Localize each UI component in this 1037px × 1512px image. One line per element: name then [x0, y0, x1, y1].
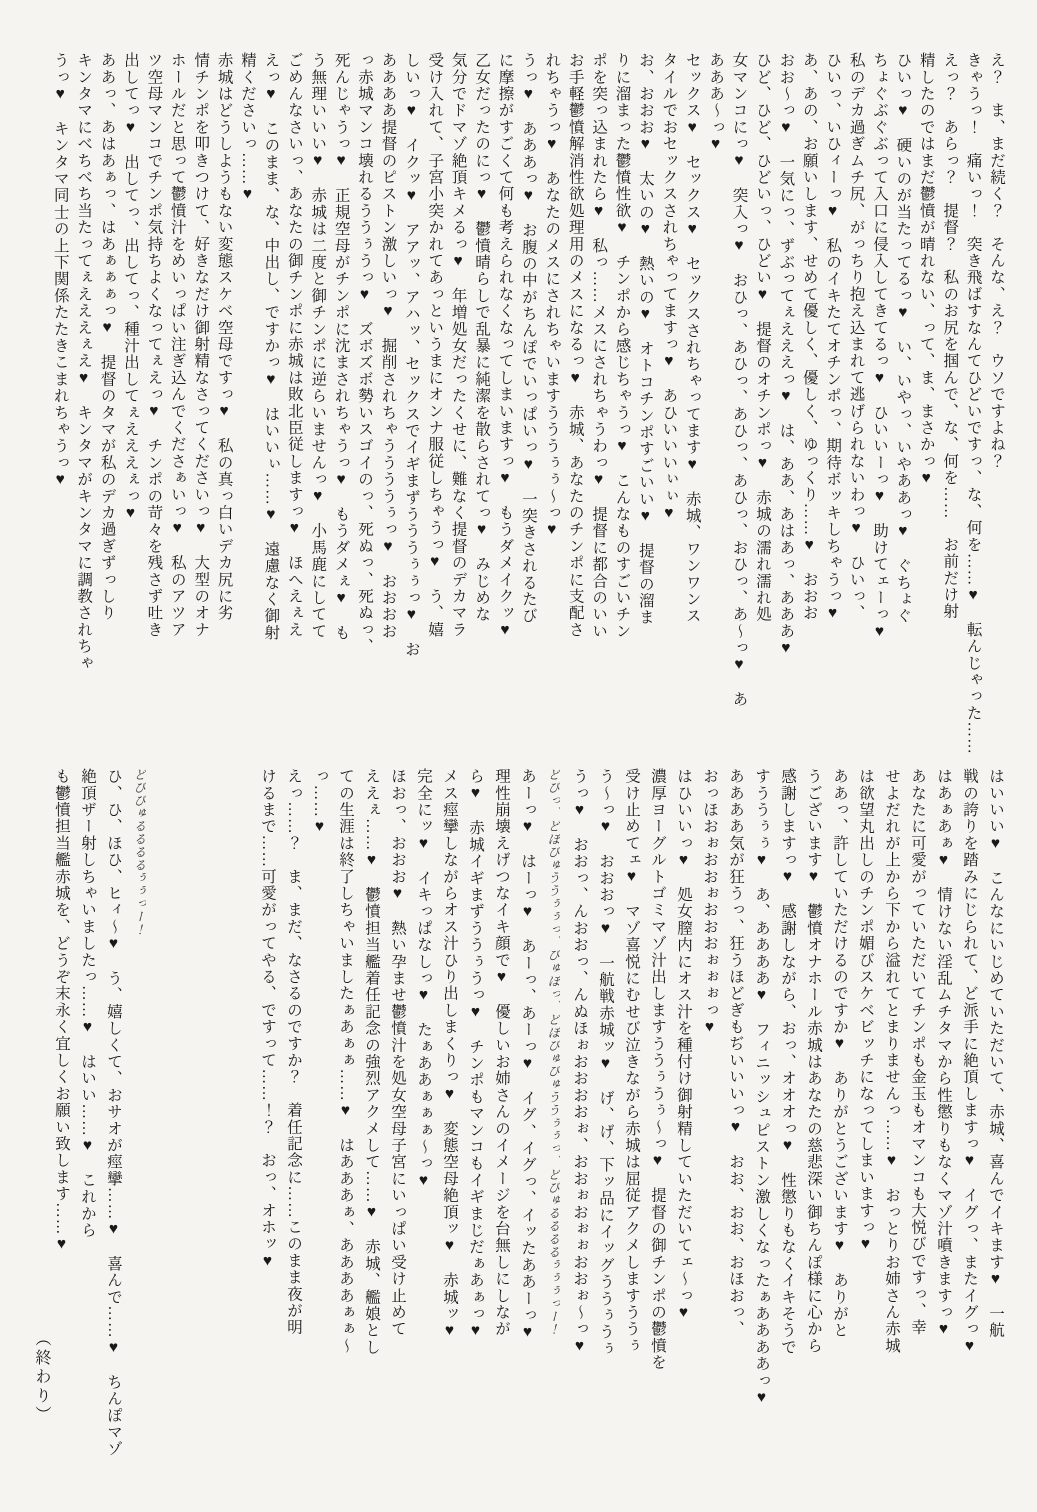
vertical-text-column: うっ♥ キンタマ同士の上下関係たたきこまれちゃうっ♥	[51, 52, 69, 490]
vertical-text-column: ほおっ、おおお♥ 熱い孕ませ鬱憤汁を処女空母子宮にいっぱい受け止めて	[389, 768, 406, 1338]
vertical-text-column: えっ？ あらっ？ 提督？ 私のお尻を掴んで、な、何を…… お前だけ射	[941, 52, 959, 620]
vertical-text-column: ひいっ、いひィーっ♥ 私のイキたてオチンポっ、期待ボッキしちゃうっ♥	[824, 52, 842, 623]
vertical-text-column: ええぇ……♥ 鬱憤担当艦着任記念の強烈アクメして……♥ 赤城、艦娘とし	[363, 768, 380, 1356]
vertical-text-column: 乙女だったのにっ♥ 鬱憤晴らしで乱暴に純潔を散らされてっ♥ みじめな	[473, 52, 491, 623]
vertical-text-column: うっ♥ おおっ、んおおっ、んぬほぉおおおおぉ、おおぉおぉぉおおぉ〜っ♥	[571, 768, 588, 1356]
vertical-text-column: 理性崩壊えげつなイキ顔で♥ 優しいお姉さんのイメージを台無しにしなが	[493, 768, 510, 1338]
vertical-text-column: 死んじゃうっ♥ 正規空母がチンポに沈まされちゃうっ♥ もうダメぇ♥ も	[332, 52, 350, 641]
sfx-column: どびっ、どぼびゅううぅぅっ、びゅぼっ、どぼびゅびゅううぅぅっ、どびゅるるるるぅぅぅっー！	[546, 768, 560, 1336]
vertical-text-column: キンタマにべちべち当たってぇえええぇえ♥ キンタマがキンタマに調教されちゃ	[75, 52, 93, 672]
sfx-column: どびびゅるるるるぅぅっー！	[132, 768, 146, 936]
vertical-text-column: あ、あの、お願いします、せめて優しく、優しく、ゆっくり……♥ おおお	[800, 52, 818, 622]
vertical-text-column: 受け止めてェ♥ マゾ喜悦にむせび泣きながら赤城は屈従アクメしますううぅ	[623, 768, 640, 1354]
vertical-text-column: きゃうっ！ 痛いっ！ 突き飛ばすなんてひどいですっ、な、何を……♥ 転んじゃった……	[964, 52, 982, 755]
vertical-text-column: おっほおぉおおぉおおおぉぉぉっ♥	[701, 768, 718, 1037]
vertical-text-column: ひど、ひど、ひどいっ、ひどい♥ 提督のオチンポっ♥ 赤城の濡れ濡れ処	[753, 52, 771, 623]
vertical-text-column: ツ空母マンコでチンポ気持ちよくなってぇえっ♥ チンポの苛々を残さず吐き	[145, 52, 163, 638]
vertical-text-column: ああっ、許していただけるのですか♥ ありがとうございます♥ ありがと	[831, 768, 848, 1339]
bottom-text-block	[48, 768, 1008, 1464]
vertical-text-column: りに溜まった鬱憤性欲♥ チンポから感じちゃうっ♥ こんなものすごいチン	[613, 52, 631, 640]
vertical-text-column: 気分でドマゾ絶頂キメるっ♥ 年増処女だったくせに、難なく提督のデカマラ	[449, 52, 467, 638]
vertical-text-column: ちょぐぶぐぶって入口に侵入してきてるっ♥ ひいいーっ♥ 助けてェーっ♥	[870, 52, 888, 641]
vertical-text-column: 女マンコにっ♥ 突入っ♥ おひっ、あひっ、あひっ、あひっ、おひっ、あ〜っ♥ あ	[730, 52, 748, 708]
vertical-text-column: ああっ、あはあぁっ、はあぁぁぁっ♥ 提督のタマが私のデカ過ぎずっしり	[98, 52, 116, 622]
vertical-text-column: お、おおお♥ 太いの♥ 熱いの♥ オトコチンポすごいい♥ 提督の溜ま	[636, 52, 654, 626]
vertical-text-column: すううぅぅ♥ あ、ああああ♥ フィニッシュピストン激しくなったぁああああっ♥	[753, 768, 770, 1408]
vertical-text-column: えっ……？ ま、まだ、なさるのですか？ 着任記念に……このまま夜が明	[285, 768, 302, 1336]
vertical-text-column: れちゃうっ♥ あなたのメスにされちゃいますうううぅぅ〜っ♥	[543, 52, 561, 540]
vertical-text-column: ひいっ♥ 硬いのが当たってるっ♥ い、いやっ、いやああっ♥ ぐちょぐ	[894, 52, 912, 625]
vertical-text-column: に摩擦がすごくて何も考えられなくなってしまいますっ♥ もうダメイクッ♥	[496, 52, 514, 640]
vertical-text-column: 赤城はどうしようもない変態スケベ空母ですっ♥ 私の真っ白いデカ尻に劣	[215, 52, 233, 622]
vertical-text-column: え？ ま、まだ続く？ そんな、え？ ウソですよね？	[988, 52, 1005, 470]
vertical-text-column: 絶頂ザー射しちゃいましたっ……♥ はいい……♥ これから	[79, 768, 96, 1239]
vertical-text-column: は欲望丸出しのチンポ媚びスケベビッチになってしまいますっ♥	[857, 768, 874, 1254]
vertical-text-column: ポを突っ込まれたら♥ 私っ……メスにされちゃうわっ♥ 提督に都合のいい	[590, 52, 608, 640]
vertical-text-column: あなたに可愛がっていただいてチンポも金玉もオマンコも大悦びですっ、幸	[909, 768, 926, 1336]
vertical-text-column: タイルでおセックスされちゃってますっ♥ あひいいいぃぃ♥	[660, 52, 678, 523]
vertical-text-column: うございます♥ 鬱憤オナホール赤城はあなたの慈悲深い御ちんぽ様に心から	[805, 768, 822, 1354]
vertical-text-column: せよだれが上から下から溢れてとまりませんっ……♥ おっとりお姉さん赤城	[883, 768, 900, 1354]
vertical-text-column: セックス♥ セックス♥ セックスされちゃってます♥ 赤城、ワンワンス	[683, 52, 701, 625]
vertical-text-column: ホールだと思って鬱憤汁をめいっぱい注ぎ込んでくださぁいっ♥ 私のアツア	[168, 52, 186, 638]
vertical-text-column: ごめんなさいっ、あなたの御チンポに赤城は敗北臣従しますっ♥ ほへえぇえ	[285, 52, 303, 638]
vertical-text-column: しいっ♥ イクッ♥ アアッ、アハッ、セックスでイギまずうううぅぅっ♥ お	[402, 52, 420, 658]
vertical-text-column: おお〜っ♥ 一気にっ、ずぶってぇえええっ♥ は、ああ、あはあっ、あああ♥	[777, 52, 795, 658]
vertical-text-column: 濃厚ヨーグルトゴミマゾ汁出しますううぅうぅ〜っ♥ 提督の御チンポの鬱憤を	[649, 768, 666, 1371]
vertical-text-column: ああああ気が狂うっ、狂うほどぎもぢいいいっ♥ おお、おお、おほおっ、	[727, 768, 744, 1338]
vertical-text-column: う無理いいい♥ 赤城は二度と御チンポに逆らいませんっ♥ 小馬鹿にしてて	[309, 52, 327, 640]
vertical-text-column: っ……♥	[311, 768, 328, 837]
vertical-text-column: はあぁあぁ♥ 情けない淫乱ムチタマから性懲りもなくマゾ汁噴きますっ♥	[935, 768, 952, 1339]
vertical-text-column: 情チンポを叩きつけて、好きなだけ御射精なさってくださいっ♥ 大型のオナ	[192, 52, 210, 638]
vertical-text-column: も鬱憤担当艦赤城を、どうぞ末永く宜しくお願い致します……♥	[53, 768, 70, 1254]
vertical-text-column: けるまで……可愛がってやる、ですって……！？ おっ、オホッ♥	[259, 768, 276, 1271]
vertical-text-column: 完全にッ♥ イキっぱなしっ♥ たぁああぁぁぁ〜っ♥	[415, 768, 432, 1190]
vertical-text-column: はいいい♥ こんなにいじめていただいて、赤城、喜んでイキます♥ 一航	[987, 768, 1004, 1339]
vertical-text-column: あーっ♥ はーっ♥ あーっ、あーっ♥ イグ、イグっ、イッたああーっ♥	[519, 768, 536, 1342]
vertical-text-column: ひ、ひ、ほひ、ヒィ〜♥ う、嬉しくて、おサオが痙攣……♥ 喜んで……♥ ちんぽマゾ	[105, 768, 122, 1458]
vertical-text-column: ら♥ 赤城イギまずううぅうっ♥ チンポもマンコもイギまじだぁあぁっ♥	[467, 768, 484, 1341]
vertical-text-column: ああああ提督のピストン激しいっ♥ 掘削されちゃううううぅっ♥ おおおお	[379, 52, 397, 640]
vertical-text-column: 受け入れて、子宮小突かれてあっというまにオンナ服従しちゃうっ♥ う、嬉	[426, 52, 444, 638]
vertical-text-column: ての生涯は終了しちゃいましたぁあぁぁ……♥ はあああぁ、ああああぁぁ〜	[337, 768, 354, 1354]
vertical-text-column: 戦の誇りを踏みにじられて、ど派手に絶頂しますっ♥ イグっ、またイグっ♥	[961, 768, 978, 1356]
ending-label: （終わり）	[33, 1330, 50, 1425]
vertical-text-column: 私のデカ過ぎムチ尻、がっちり抱え込まれて逃げられないわっ♥ ひいっ、	[847, 52, 865, 622]
vertical-text-column: 出してっ♥ 出してっ、出してっ、種汁出してぇえええぇっ♥	[121, 52, 139, 523]
vertical-text-column: う〜っ♥ おおおっ♥ 一航戦赤城ッ♥ げ、げ、下ッ品にイッグううぅうぅ	[597, 768, 614, 1357]
top-text-block	[48, 52, 1008, 755]
vertical-text-column: 感謝しますっ♥ 感謝しながら、おっ、オオオっ♥ 性懲りもなくイキそうで	[779, 768, 796, 1356]
vertical-text-column: あああ〜っ♥	[707, 52, 725, 154]
vertical-text-column: 精したのではまだ鬱憤が晴れない、って、ま、まさかっ♥	[917, 52, 935, 488]
vertical-text-column: えっ♥ このまま、な、中出し、ですかっ♥ はいいぃ……♥ 遠慮なく御射	[262, 52, 280, 641]
vertical-text-column: 精くださいっ……♥	[239, 52, 256, 204]
vertical-text-column: うっ♥ あああっ♥ お腹の中がちんぽでいっぱいっ♥ 一突きされるたび	[519, 52, 537, 625]
vertical-text-column: っ赤城マンコ壊れるううぅうっ♥ ズボズボ勢いスゴイのっ、死ぬっ、死ぬっ、	[356, 52, 374, 655]
vertical-text-column: お手軽鬱憤解消性欲処理用のメスになるっ♥ 赤城、あなたのチンポに支配さ	[566, 52, 584, 638]
vertical-text-column: メス痙攣しながらオス汁ひり出しまくりっ♥ 変態空母絶頂ッ♥ 赤城ッ♥	[441, 768, 458, 1341]
vertical-text-column: はひいいっ♥ 処女膣内にオス汁を種付け御射精していただいてェ〜っ♥	[675, 768, 692, 1323]
